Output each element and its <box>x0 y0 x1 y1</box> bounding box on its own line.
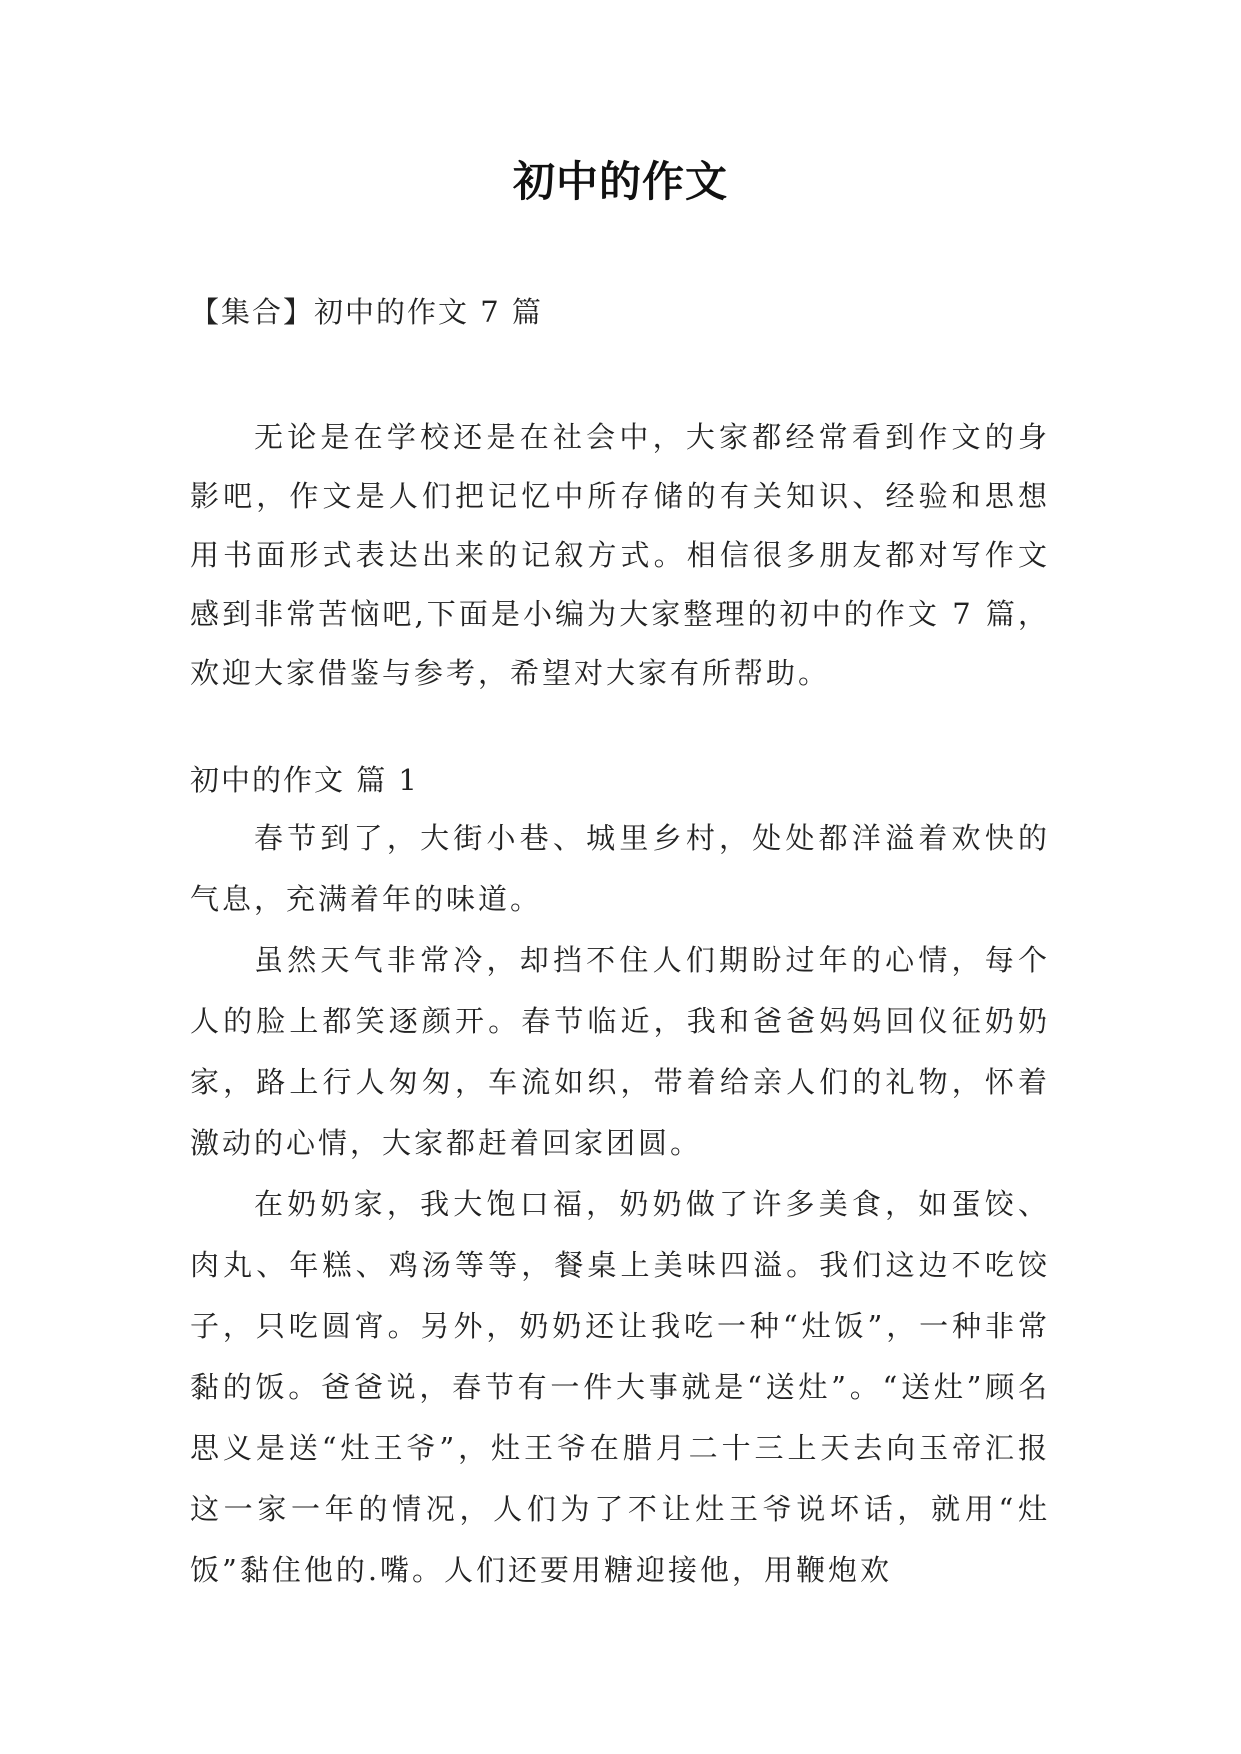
intro-paragraph: 无论是在学校还是在社会中，大家都经常看到作文的身影吧，作文是人们把记忆中所存储的有关知识、经验和思想用书面形式表达出来的记叙方式。相信很多朋友都对写作文感到非常苦恼吧,下面是小编为大家整理的初中的作文 7 篇，欢迎大家借鉴与参考，希望对大家有所帮助。 <box>190 420 1050 690</box>
article-paragraph: 春节到了，大街小巷、城里乡村，处处都洋溢着欢快的气息，充满着年的味道。 <box>190 821 1050 916</box>
document-subtitle: 【集合】初中的作文 7 篇 <box>190 295 543 329</box>
article-paragraph: 在奶奶家，我大饱口福，奶奶做了许多美食，如蛋饺、肉丸、年糕、鸡汤等等，餐桌上美味四溢。我们这边不吃饺子，只吃圆宵。另外，奶奶还让我吃一种“灶饭”，一种非常黏的饭。爸爸说，春节有一件大事就是“送灶”。“送灶”顾名思义是送“灶王爷”，灶王爷在腊月二十三上天去向玉帝汇报这一家一年的情况，人们为了不让灶王爷说坏话，就用“灶饭”黏住他的.嘴。人们还要用糖迎接他，用鞭炮欢 <box>190 1187 1050 1587</box>
document-title: 初中的作文 <box>512 157 728 206</box>
section-heading: 初中的作文 篇 1 <box>190 763 419 797</box>
article-body <box>190 808 1050 1601</box>
article-paragraph: 虽然天气非常冷，却挡不住人们期盼过年的心情，每个人的脸上都笑逐颜开。春节临近，我和爸爸妈妈回仪征奶奶家，路上行人匆匆，车流如织，带着给亲人们的礼物，怀着激动的心情，大家都赶着回家团圆。 <box>190 943 1050 1160</box>
